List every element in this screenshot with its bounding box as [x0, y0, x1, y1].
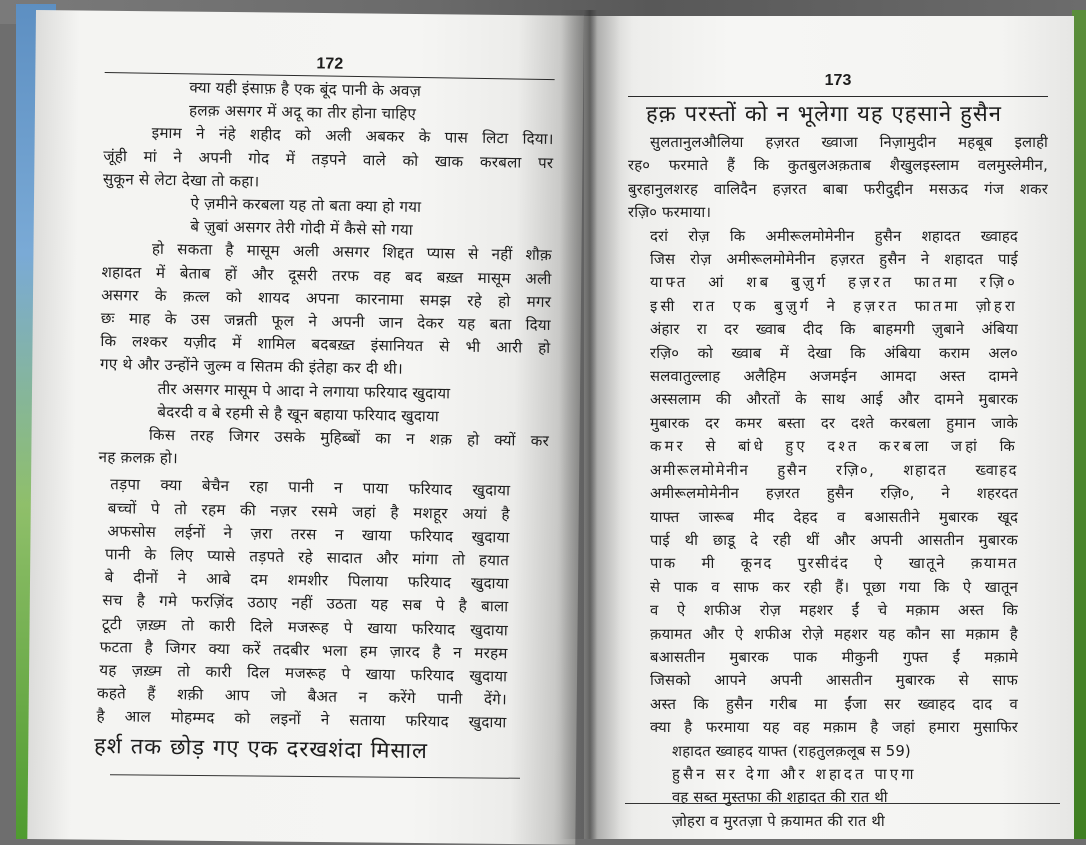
text-line: सुकून से लेटा देखा तो कहा। [102, 169, 260, 191]
footer-rule-right [625, 803, 1060, 804]
page-number-right: 173 [824, 72, 852, 89]
text-line: अमीरूलमोमेनीन हुसैन रज़ि०, शहादत ख्वाहद [650, 461, 1018, 479]
text-line: टूटी ज़ख़्म तो कारी दिले मजरूह पे खाया फरियाद खुदाया [101, 614, 509, 640]
text-line: फटता है जिगर क्या करें तदबीर भला हम ज़ारद है न मरहम [99, 637, 508, 663]
text-line: याफ्त आं शब बुज़ुर्ग हज़रत फातमा रज़ि० [650, 274, 1018, 292]
text-line: ऐ ज़मीने करबला यह तो बता क्या हो गया [190, 194, 422, 217]
text-line: है आल मोहम्मद को लइनों ने सताया फरियाद खुदाया [96, 707, 507, 732]
text-line: जिस रोज़ अमीरूलमोमेनीन हज़रत हुसैन ने शहादत पाई [650, 251, 1018, 269]
text-line: रज़ि० फरमाया। [628, 204, 712, 222]
text-line: ज़ोहरा व मुरतज़ा पे क़यामत की रात थी [672, 812, 885, 830]
right-page-content [628, 72, 1048, 833]
text-line: शहादत ख्वाहद याफ्त (राहतुलक़लूब स 59) [672, 742, 911, 760]
text-line: शहादत में बेताब हों और दूसरी तरफ वह बद बख़्त मासूम अली [101, 262, 552, 288]
text-line: व ऐ शफीअ रोज़ महशर ईं चे मक़ाम अस्त कि [650, 602, 1018, 620]
text-line: दरां रोज़ कि अमीरूलमोमेनीन हुसैन शहादत ख्वाहद [650, 227, 1018, 245]
text-line: इमाम ने नंहे शहीद को अली अबकर के पास लिटा दिया। [151, 124, 554, 149]
text-line: वह सब्त मुस्तफा की शहादत की रात थी [672, 789, 888, 807]
text-line: बेदरदी व बे रहमी से है खून बहाया फरियाद खुदाया [157, 402, 440, 426]
text-line: अंहार रा दर ख्वाब दीद कि बाहमगी ज़ुबाने अंबिया [650, 321, 1018, 339]
text-line: सुलतानुलऔलिया हज़रत ख्वाजा निज़ामुदीन महबूब इलाही [650, 134, 1048, 151]
text-line: पाक मी कूनद पुरसीदंद ऐ खातूने क़यामत [650, 555, 1018, 573]
text-line: हुसैन सर देगा और शहादत पाएगा [672, 765, 917, 783]
text-line: अस्सलाम की औरतों के साथ आई और दामने मुबारक [650, 391, 1018, 409]
left-page-content [94, 52, 555, 770]
text-line: हलक़ असगर में अदू का तीर होना चाहिए [188, 101, 417, 124]
text-line: कहते हैं शक़ी आप जो बैअत न करेंगे पानी देंगे। [96, 684, 508, 709]
text-line: सच है गमे फरज़िंद उठाए नहीं उठता यह सब पे है बाला [102, 591, 509, 616]
text-line: रज़ि० को ख्वाब में देखा कि अंबिया कराम अल० [650, 344, 1018, 362]
text-line: मुबारक दर कमर बस्ता दर दश्ते करबला हुमान जाके [650, 414, 1018, 432]
text-line: बआसतीन मुबारक पाक मीकुनी गुफ्त ईं मक़ामे [650, 648, 1018, 666]
text-line: बे ज़ुबां असगर तेरी गोदी में कैसे सो गया [190, 217, 413, 240]
text-line: गए थे और उन्होंने जुल्म व सितम की इंतेहा कर दी थी। [99, 355, 404, 379]
book-cover-right-edge [1072, 10, 1086, 839]
page-number-left: 172 [316, 55, 344, 73]
text-line: असगर के क़त्ल को शायद अपना कारनामा समझ रहे हो मगर [101, 285, 552, 311]
text-line: बच्चों पे तो रहम की नज़र रसमे जहां है मशहूर अयां है [107, 498, 510, 524]
text-line: पानी के लिए प्यासे तड़पते रहे सादात और मांगा तो हयात [104, 545, 510, 570]
chapter-heading: हक़ परस्तों को न भूलेगा यह एहसाने हुसैन [646, 102, 1002, 127]
text-line: किस तरह जिगर उसके मुहिब्बों का न शक़ हो क्यों कर [148, 425, 550, 451]
text-line: नह क़लक़ हो। [98, 448, 179, 468]
text-line: छः माह के उस जन्नती फूल ने अपनी जान देकर यह बता दिया [100, 308, 551, 335]
text-line: क्या यही इंसाफ़ है एक बूंद पानी के अवज़ [189, 78, 422, 100]
text-line: क्या है फरमाया यह वह मक़ाम है जहां हमारा मुसाफिर [650, 719, 1018, 737]
header-rule-right [628, 96, 1048, 97]
text-line: सलवातुल्लाह अलैहिम अजमईन आमदा अस्त दामने [650, 368, 1018, 386]
text-line: तीर असगर मासूम पे आदा ने लगाया फरियाद खुदाया [157, 379, 451, 403]
text-line: इसी रात एक बुज़ुर्ग ने हज़रत फातमा ज़ोहरा [650, 297, 1018, 315]
text-line: कमर से बांधे हुए दश्त करबला जहां कि [650, 438, 1018, 456]
text-line: से पाक व साफ कर रही हैं। पूछा गया कि ऐ खातून [650, 578, 1018, 596]
text-line: बे दीनों ने आबे दम शमशीर पिलाया फरियाद खुदाया [104, 568, 509, 593]
text-line: रह० फरमाते हैं कि कुतबुलअक़ताब शैखुलइस्लाम वलमुस्लेमीन, [628, 157, 1048, 175]
text-line: हो सकता है मासूम अली असगर शिद्दत प्यास से नहीं शौक़ [151, 240, 553, 265]
text-line: पाई थी छाडू दे रही थीं और अपनी आसतीन मुबारक [650, 531, 1018, 549]
text-line: अस्त कि हुसैन गरीब मा ईंजा सर ख्वाहद दाद व [650, 695, 1018, 713]
text-line: बुरहानुलशरह वालिदैन हज़रत बाबा फरीदुद्दीन मसऊद गंज शकर [628, 180, 1048, 198]
closing-heading: हर्श तक छोड़ गए एक दरखशंदा मिसाल [93, 733, 429, 764]
text-line: याफ्त जारूब मीद देहद व बआसतीने मुबारक खूद [650, 508, 1018, 526]
text-line: जिसको आपने अपनी आसतीन मुबारक से साफ [650, 672, 1018, 690]
text-line: अमीरूलमोमेनीन हज़रत हुसैन रज़ि०, ने शहरदत [650, 485, 1018, 503]
text-line: जूंही मां ने अपनी गोद में तड़पने वाले को खाक करबला पर [103, 146, 554, 172]
text-line: यह ज़ख़्म तो कारी दिल मजरूह पे खाया फरियाद खुदाया [99, 661, 508, 686]
text-line: अफसोस लईनों ने ज़रा तरस न खाया फरियाद खुदाया [107, 521, 510, 547]
text-line: तड़पा क्या बेचैन रहा पानी न पाया फरियाद खुदाया [110, 475, 511, 500]
text-line: क़यामत और ऐ शफीअ रोज़े महशर यह कौन सा मक़ाम है [650, 625, 1018, 643]
text-line: कि लश्कर यज़ीद में शामिल बदबख़्त इंसानियत से भी आरी हो [100, 332, 551, 358]
